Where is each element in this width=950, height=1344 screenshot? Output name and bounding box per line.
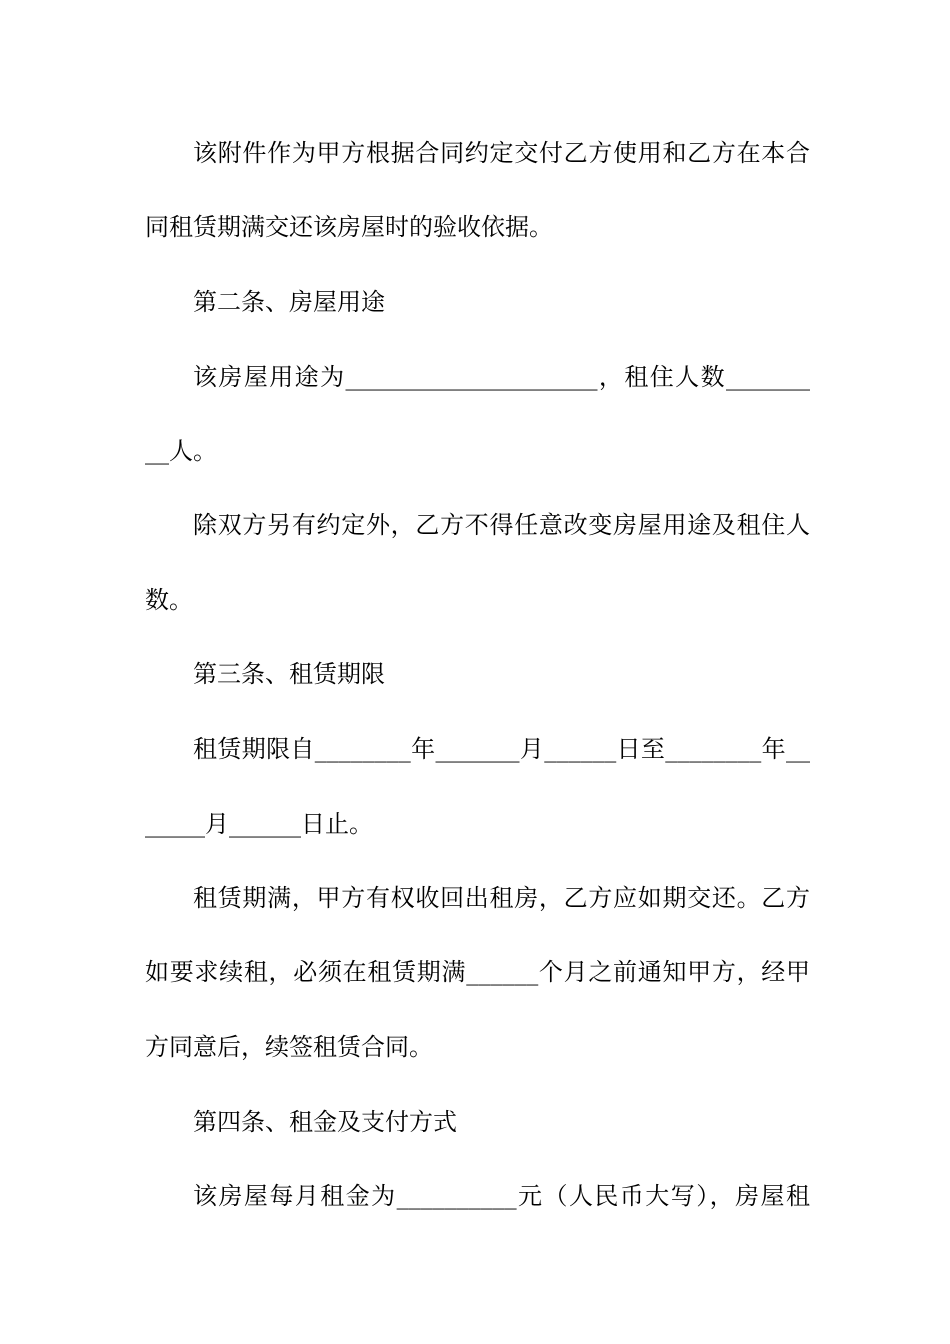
paragraph-line: 除双方另有约定外，乙方不得任意改变房屋用途及租住人 xyxy=(193,511,810,539)
paragraph-line: 该附件作为甲方根据合同约定交付乙方使用和乙方在本合 xyxy=(193,139,810,167)
section-heading: 第四条、租金及支付方式 xyxy=(193,1108,457,1136)
paragraph-line: 该房屋每月租金为__________元（人民币大写），房屋租 xyxy=(193,1182,810,1210)
paragraph-line: 如要求续租，必须在租赁期满______个月之前通知甲方，经甲 xyxy=(145,958,810,986)
section-heading: 第二条、房屋用途 xyxy=(193,288,385,316)
paragraph-line: 方同意后，续签租赁合同。 xyxy=(145,1033,433,1061)
paragraph-line: 租赁期满，甲方有权收回出租房，乙方应如期交还。乙方 xyxy=(193,884,810,912)
paragraph-line: 该房屋用途为_____________________，租住人数_______ xyxy=(193,363,810,391)
paragraph-line: 数。 xyxy=(145,586,193,614)
paragraph-line: __人。 xyxy=(145,437,217,465)
section-heading: 第三条、租赁期限 xyxy=(193,660,385,688)
paragraph-line: 同租赁期满交还该房屋时的验收依据。 xyxy=(145,213,553,241)
paragraph-line: 租赁期限自________年_______月______日至________年__ xyxy=(193,735,810,763)
paragraph-line: _____月______日止。 xyxy=(145,810,373,838)
